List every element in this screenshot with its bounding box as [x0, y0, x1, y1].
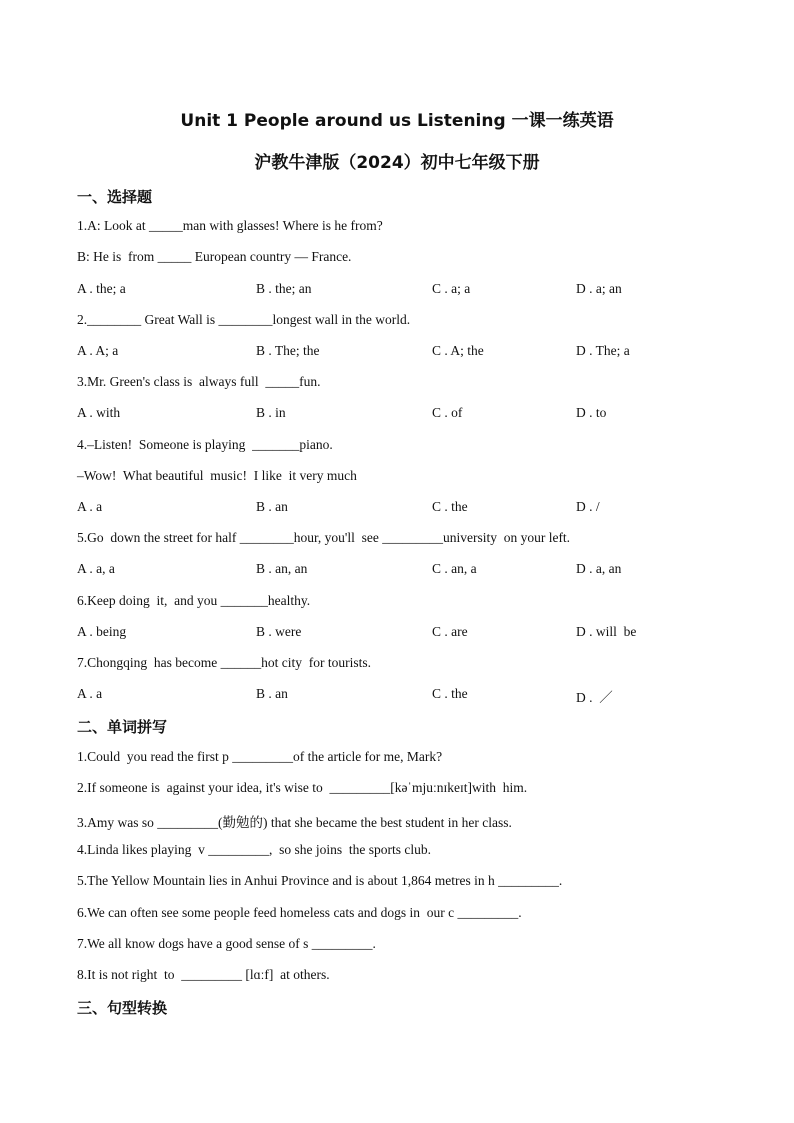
q2-option-d[interactable]: D . The; a — [576, 343, 630, 358]
q6-option-d[interactable]: D . will be — [576, 624, 637, 639]
q3-option-c[interactable]: C . of — [432, 405, 463, 420]
question-6: 6.Keep doing it, and you _______healthy. — [77, 593, 311, 608]
spelling-item-7: 7.We all know dogs have a good sense of s _________. — [77, 936, 376, 951]
page-subtitle: 沪教牛津版（2024）初中七年级下册 — [254, 153, 540, 173]
spelling-item-6: 6.We can often see some people feed homeless cats and dogs in our c _________. — [77, 905, 522, 920]
q5-option-d[interactable]: D . a, an — [576, 561, 622, 576]
q3-option-a[interactable]: A . with — [77, 405, 121, 420]
q7-option-b[interactable]: B . an — [256, 686, 288, 701]
question-4-line-b: –Wow! What beautiful music! I like it very much — [77, 468, 357, 483]
q3-option-b[interactable]: B . in — [256, 405, 286, 420]
q6-option-b[interactable]: B . were — [256, 624, 302, 639]
section-heading-spelling: 二、单词拼写 — [77, 718, 168, 736]
question-1-line-b: B: He is from _____ European country — France. — [77, 249, 352, 264]
q5-option-b[interactable]: B . an, an — [256, 561, 308, 576]
q5-option-c[interactable]: C . an, a — [432, 561, 477, 576]
q7-option-c[interactable]: C . the — [432, 686, 468, 701]
question-4-line-a: 4.–Listen! Someone is playing _______piano. — [77, 437, 333, 452]
q4-option-a[interactable]: A . a — [77, 499, 103, 514]
question-7: 7.Chongqing has become ______hot city for tourists. — [77, 655, 371, 670]
question-1-line-a: 1.A: Look at _____man with glasses! Where is he from? — [77, 218, 383, 233]
spelling-item-5: 5.The Yellow Mountain lies in Anhui Province and is about 1,864 metres in h _________. — [77, 873, 563, 888]
question-2: 2.________ Great Wall is ________longest wall in the world. — [77, 312, 411, 327]
spelling-item-2: 2.If someone is against your idea, it's wise to _________[kəˈmjuːnɪkeɪt]with him. — [77, 780, 528, 795]
q1-option-c[interactable]: C . a; a — [432, 281, 471, 296]
q6-option-c[interactable]: C . are — [432, 624, 468, 639]
question-5: 5.Go down the street for half ________hour, you'll see _________university on your left. — [77, 530, 571, 545]
q1-option-d[interactable]: D . a; an — [576, 281, 622, 296]
question-3: 3.Mr. Green's class is always full _____fun. — [77, 374, 321, 389]
page-title: Unit 1 People around us Listening 一课一练英语 — [180, 111, 614, 131]
spelling-item-3: 3.Amy was so _________(勤勉的) that she became the best student in her class. — [77, 815, 512, 830]
q3-option-d[interactable]: D . to — [576, 405, 607, 420]
q2-option-c[interactable]: C . A; the — [432, 343, 484, 358]
spelling-item-4: 4.Linda likes playing v _________, so she joins the sports club. — [77, 842, 431, 857]
section-heading-sentence-transformation: 三、句型转换 — [77, 999, 168, 1017]
q6-option-a[interactable]: A . being — [77, 624, 127, 639]
q4-option-c[interactable]: C . the — [432, 499, 468, 514]
q5-option-a[interactable]: A . a, a — [77, 561, 115, 576]
spelling-item-8: 8.It is not right to _________ [lɑːf] at others. — [77, 967, 330, 982]
spelling-item-1: 1.Could you read the first p _________of the article for me, Mark? — [77, 749, 443, 764]
q4-option-d[interactable]: D . / — [576, 499, 600, 514]
q1-option-b[interactable]: B . the; an — [256, 281, 312, 296]
section-heading-multiple-choice: 一、选择题 — [77, 188, 153, 206]
q4-option-b[interactable]: B . an — [256, 499, 288, 514]
q1-option-a[interactable]: A . the; a — [77, 281, 126, 296]
q7-option-a[interactable]: A . a — [77, 686, 103, 701]
q2-option-b[interactable]: B . The; the — [256, 343, 320, 358]
q2-option-a[interactable]: A . A; a — [77, 343, 119, 358]
q7-option-d[interactable]: D . ／ — [576, 690, 613, 705]
